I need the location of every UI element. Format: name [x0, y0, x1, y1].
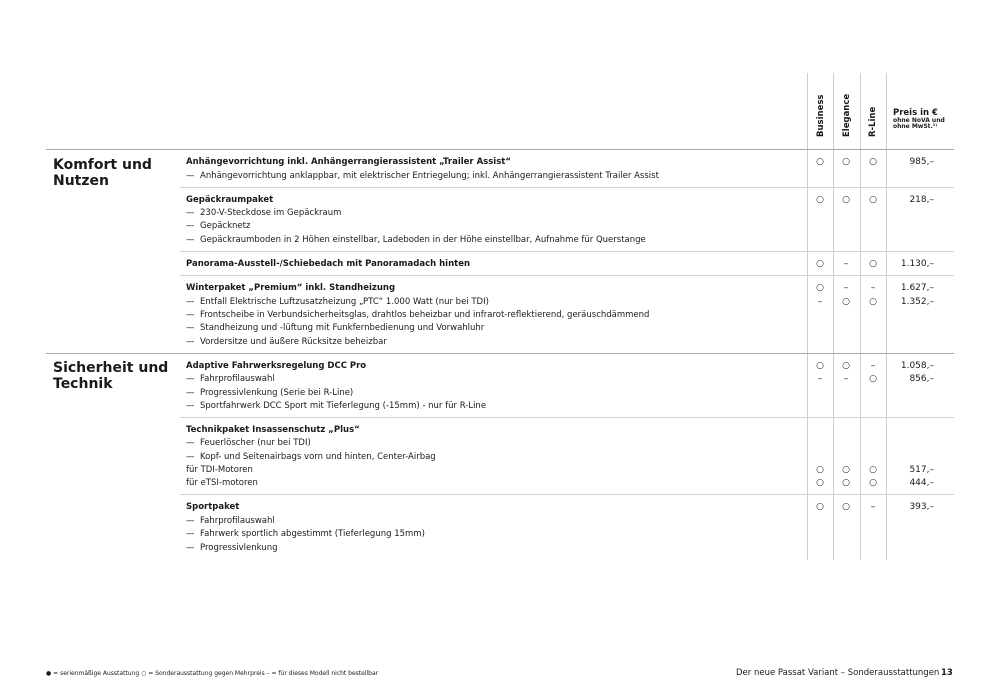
row-divider: [180, 417, 954, 418]
price-value: 1.058,–: [900, 361, 934, 371]
mark-elegance: ○: [842, 361, 850, 371]
item-detail: — Feuerlöscher (nur bei TDI): [186, 438, 311, 448]
mark-elegance: –: [843, 283, 849, 293]
mark-rline: ○: [869, 157, 877, 167]
item-title-winterpaket: Winterpaket „Premium“ inkl. Standheizung: [186, 283, 396, 293]
row-divider: [180, 494, 954, 495]
item-detail: — 230-V-Steckdose im Gepäckraum: [186, 208, 342, 218]
column-rule: [807, 73, 808, 560]
item-detail: — Gepäcknetz: [186, 221, 251, 231]
mark-rline: –: [870, 361, 876, 371]
item-detail: — Standheizung und -lüftung mit Funkfernbedienung und Vorwahluhr: [186, 323, 485, 333]
mark-business: ○: [816, 195, 824, 205]
item-detail: — Fahrwerk sportlich abgestimmt (Tieferlegung 15mm): [186, 529, 425, 539]
mark-business: ○: [816, 283, 824, 293]
section-divider: [46, 149, 954, 150]
item-detail: — Fahrprofilauswahl: [186, 516, 275, 526]
mark-elegance: –: [843, 374, 849, 384]
item-detail: — Entfall Elektrische Luftzusatzheizung „PTC“ 1.000 Watt (nur bei TDI): [186, 297, 489, 307]
mark-elegance: ○: [842, 465, 850, 475]
price-value: 985,–: [909, 157, 934, 167]
mark-rline: ○: [869, 465, 877, 475]
price-value: 1.352,–: [900, 297, 934, 307]
price-title: Preis in €: [893, 108, 938, 118]
legend: ● = serienmäßige Ausstattung ○ = Sonderausstattung gegen Mehrpreis – = für dieses Modell nicht bestellbar: [46, 670, 379, 677]
category-komfort-line2: Nutzen: [53, 173, 109, 189]
column-rule: [833, 73, 834, 560]
item-detail: — Progressivlenkung: [186, 543, 278, 553]
item-detail: — Gepäckraumboden in 2 Höhen einstellbar, Ladeboden in der Höhe einstellbar, Aufnahme für Querstange: [186, 235, 646, 245]
mark-rline: –: [870, 502, 876, 512]
item-title-dcc-pro: Adaptive Fahrwerksregelung DCC Pro: [186, 361, 367, 371]
category-sicherheit-line2: Technik: [53, 376, 113, 392]
mark-business: ○: [816, 465, 824, 475]
item-detail: — Fahrprofilauswahl: [186, 374, 275, 384]
mark-elegance: ○: [842, 195, 850, 205]
item-detail: — Kopf- und Seitenairbags vorn und hinten, Center-Airbag: [186, 452, 436, 462]
mark-business: ○: [816, 259, 824, 269]
mark-rline: ○: [869, 195, 877, 205]
item-detail: — Progressivlenkung (Serie bei R-Line): [186, 388, 354, 398]
item-variant: für TDI-Motoren: [186, 465, 253, 475]
row-divider: [180, 251, 954, 252]
column-header-business: Business: [816, 94, 826, 137]
price-value: 444,–: [909, 478, 934, 488]
item-title-anhaengevorrichtung: Anhängevorrichtung inkl. Anhängerrangierassistent „Trailer Assist“: [186, 157, 511, 167]
price-value: 1.130,–: [900, 259, 934, 269]
row-divider: [180, 187, 954, 188]
item-detail: — Anhängevorrichtung anklappbar, mit elektrischer Entriegelung; inkl. Anhängerrangierassistent Trailer Assist: [186, 171, 659, 181]
price-subtitle-line1: ohne NoVA und: [893, 116, 945, 124]
footer-title: Der neue Passat Variant – Sonderausstattungen: [736, 668, 940, 678]
row-divider: [180, 275, 954, 276]
price-value: 393,–: [909, 502, 934, 512]
column-header-elegance: Elegance: [842, 93, 852, 137]
item-title-technikpaket: Technikpaket Insassenschutz „Plus“: [186, 425, 360, 435]
category-komfort: [53, 157, 173, 189]
item-title-sportpaket: Sportpaket: [186, 502, 240, 512]
price-subtitle-line2: ohne MwSt.¹⁾: [893, 123, 938, 131]
mark-business: ○: [816, 361, 824, 371]
category-sicherheit-line1: Sicherheit und: [53, 360, 169, 376]
item-detail: — Frontscheibe in Verbundsicherheitsglas, drahtlos beheizbar und infrarot-reflektierend, geräuschdämmend: [186, 310, 650, 320]
item-variant: für eTSI-motoren: [186, 478, 258, 488]
mark-rline: ○: [869, 259, 877, 269]
mark-rline: ○: [869, 478, 877, 488]
mark-business: –: [817, 297, 823, 307]
mark-business: ○: [816, 502, 824, 512]
item-title-gepaeckraumpaket: Gepäckraumpaket: [186, 195, 274, 205]
mark-elegance: ○: [842, 157, 850, 167]
category-sicherheit: [53, 360, 173, 392]
mark-rline: ○: [869, 374, 877, 384]
column-header-price: [893, 109, 945, 131]
item-title-panoramadach: Panorama-Ausstell-/Schiebedach mit Panoramadach hinten: [186, 259, 471, 269]
page-number: 13: [941, 668, 953, 678]
column-header-rline: R-Line: [868, 106, 878, 137]
mark-rline: ○: [869, 297, 877, 307]
column-rule: [860, 73, 861, 560]
mark-business: –: [817, 374, 823, 384]
section-divider: [46, 353, 954, 354]
price-value: 517,–: [909, 465, 934, 475]
mark-business: ○: [816, 478, 824, 488]
item-detail: — Sportfahrwerk DCC Sport mit Tieferlegung (-15mm) - nur für R-Line: [186, 401, 487, 411]
mark-elegance: ○: [842, 502, 850, 512]
price-value: 1.627,–: [900, 283, 934, 293]
mark-rline: –: [870, 283, 876, 293]
mark-elegance: ○: [842, 478, 850, 488]
mark-elegance: –: [843, 259, 849, 269]
mark-elegance: ○: [842, 297, 850, 307]
mark-business: ○: [816, 157, 824, 167]
price-value: 856,–: [909, 374, 934, 384]
category-komfort-line1: Komfort und: [53, 157, 152, 173]
item-detail: — Vordersitze und äußere Rücksitze beheizbar: [186, 337, 387, 347]
price-value: 218,–: [909, 195, 934, 205]
